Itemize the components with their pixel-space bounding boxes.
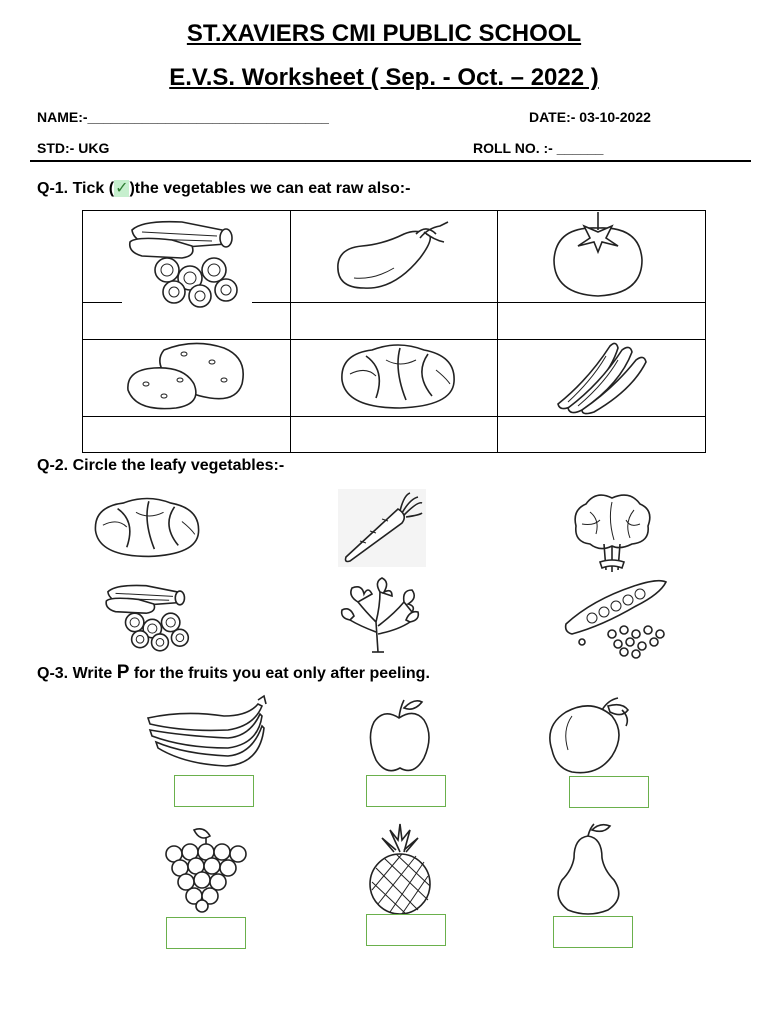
q3-letter: P xyxy=(116,662,130,683)
apple-icon xyxy=(366,696,432,776)
carrot-icon xyxy=(338,489,426,567)
ladyfinger-icon xyxy=(552,340,648,416)
cucumber-icon xyxy=(100,578,200,650)
name-blank[interactable]: _______________________________ xyxy=(87,109,329,125)
worksheet-title: E.V.S. Worksheet ( Sep. - Oct. – 2022 ) xyxy=(169,64,599,91)
q1-prefix: Q-1. Tick ( xyxy=(37,180,115,197)
q1-text xyxy=(37,178,410,198)
pear-icon xyxy=(552,822,626,914)
q3-suffix: for the fruits you eat only after peeling. xyxy=(129,665,430,682)
std-value: UKG xyxy=(78,140,110,156)
q3-text xyxy=(37,662,430,684)
q3-prefix: Q-3. Write xyxy=(37,665,117,682)
date-label: DATE:- xyxy=(529,109,576,125)
std-label: STD:- xyxy=(37,140,75,156)
q1-tick-cell[interactable] xyxy=(498,303,706,340)
q1-tick-cell[interactable] xyxy=(290,303,498,340)
cabbage-icon xyxy=(336,340,460,412)
q1-tick-cell[interactable] xyxy=(290,417,498,453)
brinjal-icon xyxy=(334,218,452,290)
roll-label: ROLL NO. :- xyxy=(473,140,553,156)
answer-box-mango[interactable] xyxy=(569,776,649,808)
school-title: ST.XAVIERS CMI PUBLIC SCHOOL xyxy=(186,20,582,47)
q1-tick-cell[interactable] xyxy=(83,417,291,453)
header-divider xyxy=(30,160,751,162)
answer-box-grapes[interactable] xyxy=(166,917,246,949)
pineapple-icon xyxy=(366,824,434,914)
grapes-icon xyxy=(160,826,252,912)
potato-icon xyxy=(124,340,248,412)
q1-tick-cell[interactable] xyxy=(498,417,706,453)
name-label: NAME:- xyxy=(37,109,88,125)
q2-text: Q-2. Circle the leafy vegetables:- xyxy=(37,457,285,474)
answer-box-apple[interactable] xyxy=(366,775,446,807)
spinach-icon xyxy=(570,490,654,576)
answer-box-banana[interactable] xyxy=(174,775,254,807)
tomato-icon xyxy=(550,212,646,298)
answer-box-pear[interactable] xyxy=(553,916,633,948)
answer-box-pineapple[interactable] xyxy=(366,914,446,946)
cabbage-icon xyxy=(90,490,204,564)
date-line xyxy=(529,109,651,125)
peas-icon xyxy=(562,574,672,658)
coriander-icon xyxy=(338,576,422,654)
roll-line xyxy=(473,140,603,156)
name-line xyxy=(37,109,329,125)
q1-tick-cell[interactable] xyxy=(83,303,291,340)
banana-icon xyxy=(144,696,266,770)
roll-blank[interactable]: ______ xyxy=(556,140,604,156)
date-value: 03-10-2022 xyxy=(579,109,651,125)
std-line xyxy=(37,140,109,156)
q1-suffix: )the vegetables we can eat raw also:- xyxy=(129,180,411,197)
tick-mark-icon: ✓ xyxy=(115,180,129,197)
cucumber-icon xyxy=(122,212,252,306)
mango-icon xyxy=(542,696,636,776)
